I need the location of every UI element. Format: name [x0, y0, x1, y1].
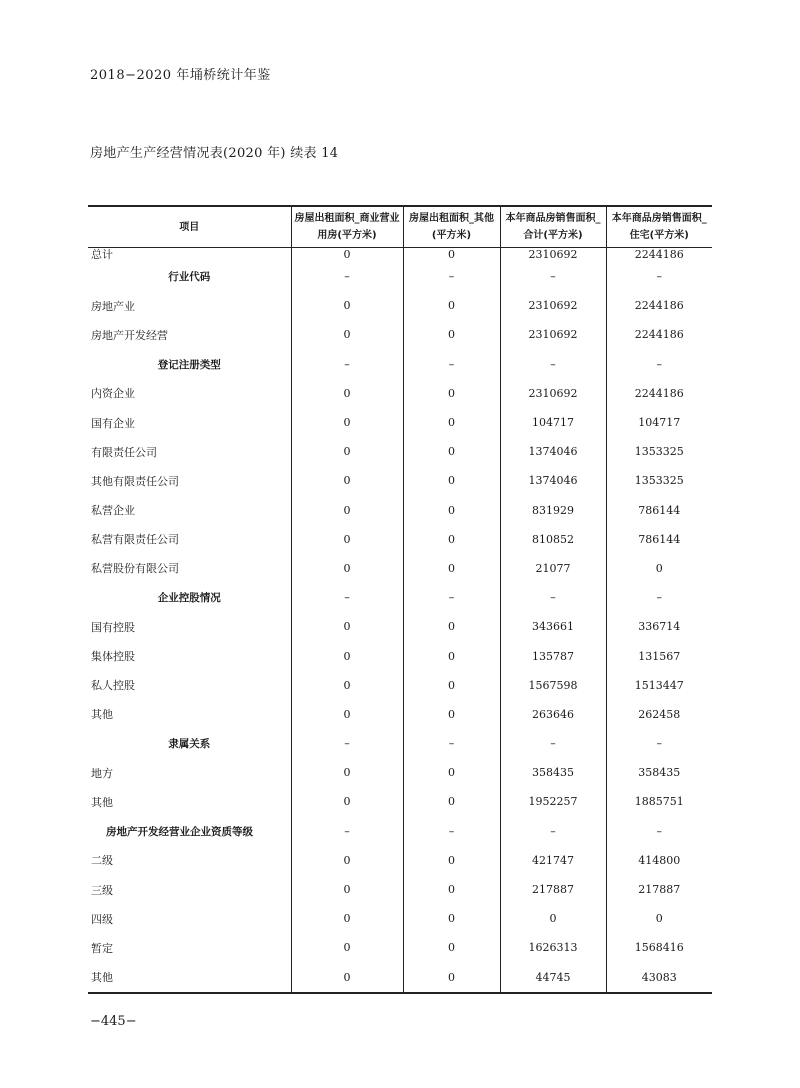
- section-label: 隶属关系: [168, 738, 211, 751]
- table-cell: 0: [403, 437, 500, 466]
- table-cell: 2244186: [606, 379, 712, 408]
- table-row: [88, 437, 712, 466]
- row-label: 地方: [91, 766, 113, 780]
- table-cell: 0: [291, 248, 403, 263]
- table-cell: 0: [291, 612, 403, 641]
- table-cell: 217887: [500, 875, 606, 904]
- table-cell: 104717: [606, 408, 712, 437]
- table-cell: 1567598: [500, 671, 606, 700]
- table-cell: 217887: [606, 875, 712, 904]
- table-cell: 2310692: [500, 320, 606, 349]
- table-cell: 0: [291, 437, 403, 466]
- table-cell: 1374046: [500, 466, 606, 495]
- table-cell: 0: [291, 466, 403, 495]
- table-row: [88, 408, 712, 437]
- table-cell: 262458: [606, 700, 712, 729]
- table-cell: –: [500, 262, 606, 291]
- table-row: [88, 248, 712, 263]
- table-header-row: [88, 206, 712, 248]
- table-cell: –: [291, 729, 403, 758]
- table-section-row: [88, 350, 712, 379]
- running-head: 2018−2020 年埇桥统计年鉴: [90, 68, 271, 83]
- table-cell: 1374046: [500, 437, 606, 466]
- table-row: [88, 846, 712, 875]
- table-cell: 2244186: [606, 248, 712, 263]
- row-label: 有限责任公司: [91, 445, 157, 459]
- table-cell: 0: [291, 525, 403, 554]
- row-label: 其他: [88, 963, 291, 993]
- table-cell: 0: [403, 904, 500, 933]
- table-row: [88, 758, 712, 787]
- table-body: [88, 248, 712, 993]
- table-cell: 0: [403, 379, 500, 408]
- table-row: [88, 641, 712, 670]
- statistics-table: [88, 205, 712, 994]
- table-cell: 135787: [500, 641, 606, 670]
- table-row: [88, 904, 712, 933]
- table-cell: 0: [403, 963, 500, 993]
- table-row: [88, 291, 712, 320]
- table-row: [88, 466, 712, 495]
- table-cell: 0: [291, 408, 403, 437]
- table-cell: –: [403, 729, 500, 758]
- table-cell: 2310692: [500, 379, 606, 408]
- table-cell: 786144: [606, 496, 712, 525]
- row-label: 私营有限责任公司: [91, 533, 179, 547]
- table-cell: 0: [403, 320, 500, 349]
- table-cell: 336714: [606, 612, 712, 641]
- table-cell: 0: [291, 496, 403, 525]
- table-cell: 0: [291, 758, 403, 787]
- table-cell: 2310692: [500, 248, 606, 263]
- row-label: 内资企业: [91, 387, 135, 401]
- row-label: 三级: [91, 883, 113, 897]
- table-cell: 0: [606, 554, 712, 583]
- row-label: 私营股份有限公司: [91, 562, 179, 576]
- row-label: 国有企业: [91, 416, 135, 430]
- table-cell: –: [606, 583, 712, 612]
- table-cell: 2244186: [606, 320, 712, 349]
- table-cell: 2310692: [500, 291, 606, 320]
- table-cell: 44745: [500, 963, 606, 993]
- table-cell: 0: [500, 904, 606, 933]
- table-cell: 1568416: [606, 933, 712, 962]
- table-cell: 0: [403, 846, 500, 875]
- table-cell: 0: [291, 554, 403, 583]
- table-cell: –: [291, 817, 403, 846]
- table-row: [88, 525, 712, 554]
- table-title: 房地产生产经营情况表(2020 年) 续表 14: [90, 146, 339, 161]
- table-row: [88, 612, 712, 641]
- table-cell: 0: [403, 525, 500, 554]
- section-label: 行业代码: [168, 271, 211, 284]
- table-cell: 0: [291, 641, 403, 670]
- table-cell: –: [403, 583, 500, 612]
- table-cell: 1626313: [500, 933, 606, 962]
- table-cell: 0: [403, 933, 500, 962]
- table-section-row: [88, 817, 712, 846]
- table-cell: 0: [403, 496, 500, 525]
- table-cell: 0: [606, 904, 712, 933]
- table-section-row: [88, 583, 712, 612]
- page-number: −445−: [90, 1014, 137, 1029]
- row-label: 其他: [91, 708, 113, 722]
- table-cell: 810852: [500, 525, 606, 554]
- table-cell: –: [500, 350, 606, 379]
- table-row: [88, 963, 712, 993]
- table-cell: 0: [291, 787, 403, 816]
- table-cell: –: [291, 262, 403, 291]
- table-cell: 104717: [500, 408, 606, 437]
- table-cell: –: [291, 583, 403, 612]
- table-cell: –: [500, 729, 606, 758]
- table-cell: 0: [403, 758, 500, 787]
- table-cell: 0: [291, 291, 403, 320]
- table-cell: 0: [403, 291, 500, 320]
- table-cell: 2244186: [606, 291, 712, 320]
- section-label: 房地产开发经营业企业资质等级: [106, 825, 253, 838]
- table-cell: –: [291, 350, 403, 379]
- column-header-item: 项目: [88, 206, 291, 248]
- table-section-row: [88, 729, 712, 758]
- table-cell: 343661: [500, 612, 606, 641]
- table-cell: 0: [291, 933, 403, 962]
- table-cell: 414800: [606, 846, 712, 875]
- column-header-sales-area-total: 本年商品房销售面积_合计(平方米): [500, 206, 606, 248]
- table-cell: 831929: [500, 496, 606, 525]
- column-header-sales-area-residential: 本年商品房销售面积_住宅(平方米): [606, 206, 712, 248]
- table-cell: 131567: [606, 641, 712, 670]
- table-cell: 358435: [500, 758, 606, 787]
- table-cell: 358435: [606, 758, 712, 787]
- table-row: [88, 320, 712, 349]
- row-label: 国有控股: [91, 620, 135, 634]
- table-cell: 0: [403, 671, 500, 700]
- table-cell: 0: [291, 875, 403, 904]
- table-cell: –: [403, 817, 500, 846]
- table-cell: 1353325: [606, 437, 712, 466]
- table-cell: 1513447: [606, 671, 712, 700]
- table-cell: –: [403, 262, 500, 291]
- table-cell: –: [606, 817, 712, 846]
- table-cell: –: [606, 729, 712, 758]
- table-cell: 0: [403, 612, 500, 641]
- row-label: 房地产业: [91, 299, 135, 313]
- table-cell: 0: [403, 787, 500, 816]
- table-cell: –: [606, 350, 712, 379]
- table-cell: –: [500, 583, 606, 612]
- table-cell: 786144: [606, 525, 712, 554]
- row-label: 私人控股: [91, 679, 135, 693]
- table-cell: 0: [403, 641, 500, 670]
- table-cell: 0: [291, 379, 403, 408]
- table-row: [88, 933, 712, 962]
- table-cell: –: [403, 350, 500, 379]
- table-cell: 0: [403, 700, 500, 729]
- table-cell: 263646: [500, 700, 606, 729]
- table-cell: 0: [403, 466, 500, 495]
- table-cell: –: [500, 817, 606, 846]
- row-label: 私营企业: [91, 504, 135, 518]
- table-row: [88, 554, 712, 583]
- row-label: 集体控股: [91, 650, 135, 664]
- table-cell: –: [606, 262, 712, 291]
- table-row: [88, 379, 712, 408]
- row-label: 暂定: [91, 941, 113, 955]
- table-row: [88, 787, 712, 816]
- table-cell: 0: [291, 846, 403, 875]
- table-cell: 421747: [500, 846, 606, 875]
- table-cell: 0: [403, 408, 500, 437]
- row-label: 其他: [91, 795, 113, 809]
- section-label: 企业控股情况: [157, 592, 221, 605]
- table-cell: 0: [403, 875, 500, 904]
- table-cell: 43083: [606, 963, 712, 993]
- table-cell: 0: [403, 554, 500, 583]
- column-header-commercial-rental-area: 房屋出租面积_商业营业用房(平方米): [291, 206, 403, 248]
- row-label: 总计: [91, 248, 113, 261]
- table-cell: 1952257: [500, 787, 606, 816]
- row-label: 其他有限责任公司: [91, 474, 179, 488]
- table-cell: 1885751: [606, 787, 712, 816]
- row-label: 房地产开发经营: [91, 328, 168, 342]
- table-row: [88, 496, 712, 525]
- table-section-row: [88, 262, 712, 291]
- table-cell: 1353325: [606, 466, 712, 495]
- section-label: 登记注册类型: [157, 358, 221, 371]
- table-cell: 0: [291, 320, 403, 349]
- table-cell: 0: [291, 700, 403, 729]
- table-cell: 0: [403, 248, 500, 263]
- row-label: 四级: [91, 912, 113, 926]
- table-cell: 0: [291, 671, 403, 700]
- table-row: [88, 671, 712, 700]
- table-cell: 21077: [500, 554, 606, 583]
- row-label: 二级: [91, 854, 113, 868]
- column-header-other-rental-area: 房屋出租面积_其他(平方米): [403, 206, 500, 248]
- table-cell: 0: [291, 904, 403, 933]
- table-row: [88, 700, 712, 729]
- table-cell: 0: [291, 963, 403, 993]
- table-row: [88, 875, 712, 904]
